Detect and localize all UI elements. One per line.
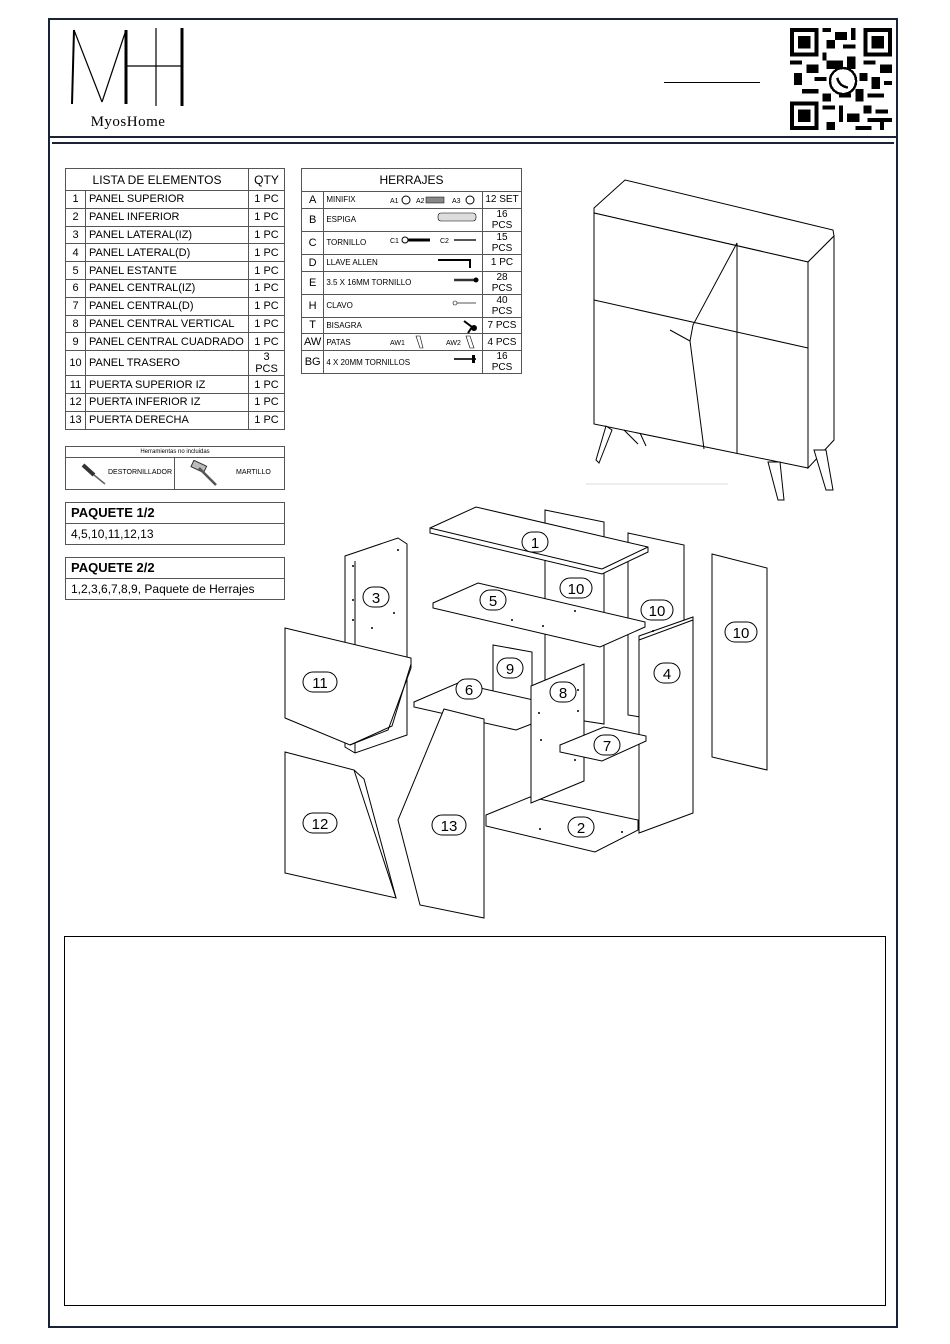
callout-3: 3: [371, 590, 381, 607]
part-13-right-door: [398, 709, 484, 918]
hardware-qty: 7 PCS: [483, 317, 522, 334]
svg-text:A1: A1: [390, 198, 399, 205]
svg-text:A2: A2: [416, 198, 425, 205]
hardware-qty: 12 SET: [483, 192, 522, 209]
part-name: PANEL LATERAL(D): [86, 244, 249, 262]
hardware-name: ESPIGA: [326, 215, 357, 225]
hardware-code: B: [302, 208, 324, 231]
callout-1: 1: [530, 535, 540, 552]
part-number: 10: [66, 351, 86, 376]
part-name: PANEL TRASERO: [86, 351, 249, 376]
svg-text:C2: C2: [440, 237, 449, 245]
hardware-qty: 15 PCS: [483, 231, 522, 254]
hardware-header: HERRAJES: [302, 169, 522, 192]
hardware-qty: 16 PCS: [483, 351, 522, 374]
part-number: 2: [66, 208, 86, 226]
part-5-shelf: [433, 583, 645, 647]
callout-4: 4: [662, 666, 672, 683]
part-name: PANEL CENTRAL(D): [86, 297, 249, 315]
part-number: 11: [66, 376, 86, 394]
hardware-name: LLAVE ALLEN: [326, 258, 378, 268]
hardware-code: H: [302, 294, 324, 317]
part-qty: 1 PC: [249, 208, 285, 226]
part-qty: 1 PC: [249, 279, 285, 297]
hardware-code: AW: [302, 334, 324, 351]
part-name: PANEL INFERIOR: [86, 208, 249, 226]
svg-text:A3: A3: [452, 198, 461, 205]
part-number: 13: [66, 411, 86, 429]
callout-13: 13: [440, 818, 458, 835]
hardware-qty: 4 PCS: [483, 334, 522, 351]
hardware-name: BISAGRA: [326, 320, 362, 330]
hardware-code: C: [302, 231, 324, 254]
part-name: PUERTA DERECHA: [86, 411, 249, 429]
callout-7: 7: [602, 738, 612, 755]
svg-text:AW1: AW1: [390, 340, 405, 348]
part-number: 1: [66, 191, 86, 209]
part-qty: 1 PC: [249, 393, 285, 411]
callout-2: 2: [576, 820, 586, 837]
hardware-name: TORNILLO: [326, 238, 367, 248]
part-qty: 1 PC: [249, 315, 285, 333]
part-qty: 1 PC: [249, 262, 285, 280]
parts-header-name: LISTA DE ELEMENTOS: [66, 169, 249, 191]
parts-header-qty: QTY: [249, 169, 285, 191]
part-qty: 1 PC: [249, 244, 285, 262]
hardware-qty: 1 PC: [483, 254, 522, 271]
part-number: 3: [66, 226, 86, 244]
hardware-qty: 16 PCS: [483, 208, 522, 231]
part-number: 12: [66, 393, 86, 411]
hardware-name: PATAS: [326, 337, 351, 347]
hardware-name: MINIFIX: [326, 195, 356, 205]
hardware-qty: 40 PCS: [483, 294, 522, 317]
part-qty: 1 PC: [249, 226, 285, 244]
svg-text:C1: C1: [390, 237, 399, 245]
hardware-code: A: [302, 192, 324, 209]
hardware-code: T: [302, 317, 324, 334]
brand-name: MyosHome: [90, 114, 166, 130]
callout-11: 11: [312, 675, 328, 692]
part-name: PANEL SUPERIOR: [86, 191, 249, 209]
callout-12: 12: [311, 816, 329, 833]
callout-10-b: 10: [648, 603, 666, 620]
part-qty: 3 PCS: [249, 351, 285, 376]
hardware-name: 3.5 X 16MM TORNILLO: [326, 278, 412, 288]
part-qty: 1 PC: [249, 297, 285, 315]
part-number: 9: [66, 333, 86, 351]
package-2-contents: 1,2,3,6,7,8,9, Paquete de Herrajes: [71, 582, 255, 596]
callout-6: 6: [464, 682, 474, 699]
part-number: 5: [66, 262, 86, 280]
part-name: PANEL CENTRAL CUADRADO: [86, 333, 249, 351]
part-number: 6: [66, 279, 86, 297]
part-qty: 1 PC: [249, 411, 285, 429]
svg-text:AW2: AW2: [446, 340, 461, 348]
part-name: PANEL LATERAL(IZ): [86, 226, 249, 244]
hardware-qty: 28 PCS: [483, 271, 522, 294]
part-2-bottom-panel: [486, 797, 638, 852]
package-2-title: PAQUETE 2/2: [66, 558, 284, 579]
hardware-name: CLAVO: [326, 301, 353, 311]
part-number: 7: [66, 297, 86, 315]
notes-box: [64, 936, 886, 1306]
tool-label-martillo: MARTILLO: [236, 469, 271, 476]
part-name: PANEL ESTANTE: [86, 262, 249, 280]
package-1-title: PAQUETE 1/2: [66, 503, 284, 524]
part-qty: 1 PC: [249, 376, 285, 394]
hardware-code: D: [302, 254, 324, 271]
callout-8: 8: [558, 685, 568, 702]
part-name: PUERTA SUPERIOR IZ: [86, 376, 249, 394]
part-name: PUERTA INFERIOR IZ: [86, 393, 249, 411]
hardware-name: 4 X 20MM TORNILLOS: [326, 357, 411, 367]
callout-9: 9: [505, 661, 515, 678]
hardware-code: E: [302, 271, 324, 294]
tool-label-destornillador: DESTORNILLADOR: [108, 469, 173, 476]
hardware-code: BG: [302, 351, 324, 374]
part-4-right-side: [639, 617, 693, 833]
package-1-contents: 4,5,10,11,12,13: [71, 527, 154, 541]
callout-10-c: 10: [732, 625, 750, 642]
part-number: 4: [66, 244, 86, 262]
tools-title: Herramientas no incluidas: [66, 447, 284, 458]
part-name: PANEL CENTRAL(IZ): [86, 279, 249, 297]
part-qty: 1 PC: [249, 333, 285, 351]
part-10-back-right: [712, 554, 767, 770]
part-number: 8: [66, 315, 86, 333]
part-qty: 1 PC: [249, 191, 285, 209]
callout-5: 5: [488, 593, 498, 610]
assembled-cabinet-illustration: [586, 180, 834, 500]
part-name: PANEL CENTRAL VERTICAL: [86, 315, 249, 333]
callout-10-a: 10: [567, 581, 585, 598]
part-12-lower-left-door: [285, 752, 396, 898]
